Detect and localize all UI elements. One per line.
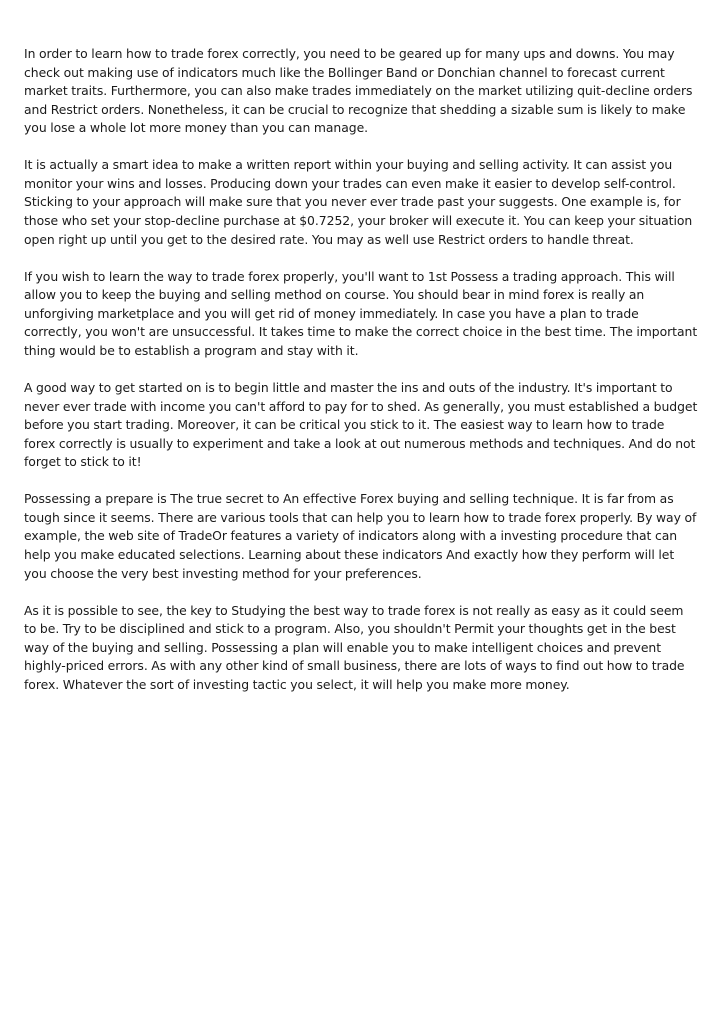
paragraph-3: If you wish to learn the way to trade forex properly, you'll want to 1st Possess a trading approach. This will allow you to keep the buying and selling method on course. You should bear in mind forex is really an unforgiving marketplace and you will get rid of money immediately. In case you have a plan to trade correctly, you won't are unsuccessful. It takes time to make the correct choice in the best time. The important thing would be to establish a program and stay with it.: [24, 268, 698, 358]
paragraph-4: A good way to get started on is to begin little and master the ins and outs of the industry. It's important to never ever trade with income you can't afford to pay for to shed. As generally, you must established a budget before you start trading. Moreover, it can be critical you stick to it. The easiest way to learn how to trade forex correctly is usually to experiment and take a look at out numerous methods and techniques. And do not forget to stick to it!: [24, 379, 698, 470]
paragraph-1: In order to learn how to trade forex correctly, you need to be geared up for many ups and downs. You may check out making use of indicators much like the Bollinger Band or Donchian channel to forecast current market traits. Furthermore, you can also make trades immediately on the market utilizing quit-decline orders and Restrict orders. Nonetheless, it can be crucial to recognize that shedding a sizable sum is likely to make you lose a whole lot more money than you can manage.: [24, 46, 693, 136]
paragraph-5: Possessing a prepare is The true secret to An effective Forex buying and selling technique. It is far from as tough since it seems. There are various tools that can help you to learn how to trade forex properly. By way of example, the web site of TradeOr features a variety of indicators along with a investing procedure that can help you make educated selections. Learning about these indicators And exactly how they perform will let you choose the very best investing method for your preferences.: [24, 491, 697, 581]
paragraph-2: It is actually a smart idea to make a written report within your buying and selling activity. It can assist you monitor your wins and losses. Producing down your trades can even make it easier to develop self-control. Sticking to your approach will make sure that you never ever trade past your suggests. One example is, for those who set your stop-decline purchase at $0.7252, your broker will execute it. You can keep your situation open right up until you get to the desired rate. You may as well use Restrict orders to handle threat.: [24, 157, 693, 247]
paragraph-6: As it is possible to see, the key to Studying the best way to trade forex is not really as easy as it could seem to be. Try to be disciplined and stick to a program. Also, you shouldn't Permit your thoughts get in the best way of the buying and selling. Possessing a plan will enable you to make intelligent choices and prevent highly-priced errors. As with any other kind of small business, there are lots of ways to find out how to trade forex. Whatever the sort of investing tactic you select, it will help you make more money.: [24, 602, 685, 692]
